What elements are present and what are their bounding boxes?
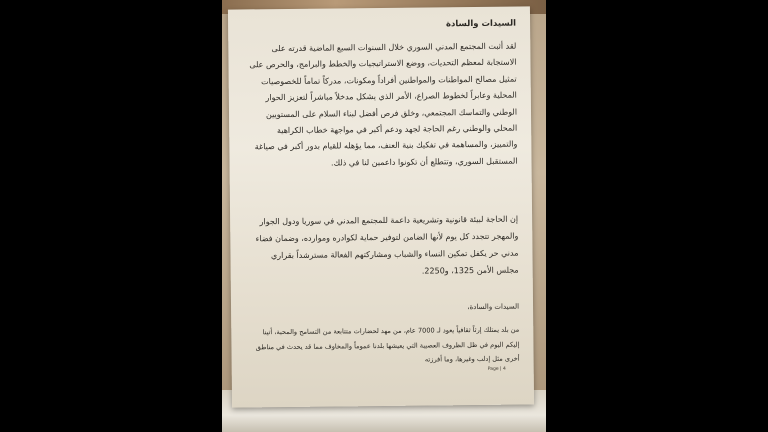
document-photo — [222, 0, 546, 432]
paragraph-heritage: من بلد يمتلك إرثاً ثقافياً يعود لـ 7000 عام، من مهد لحضارات متتابعة من التسامح والمحبة، أتينا إليكم اليوم في ظل الظروف العصيبة التي يعيشها بلدنا عموماً والمخاوف مما قد يحدث في مناطق أخرى مثل إدلب وغيرها، وما أفرزته — [255, 325, 520, 364]
section-heading: السيدات والسادة — [445, 18, 517, 30]
section-heading-2: السيدات والسادة، — [467, 302, 520, 312]
paragraph-civil-society: لقد أثبت المجتمع المدني السوري خلال السنوات السبع الماضية قدرته على الاستجابة لمعظم التحديات، ووضع الاستراتيجيات والخطط والبرامج، والحرص على تمثيل مصالح المواطنات والمواطنين أفراداً ومكونات، مدركاً تماماً للخصوصيات المحلية وعابراً لخطوط الصراع، الأمر الذي يشكل مدخلاً مباشراً لتعزيز الحوار الوطني والتماسك المجتمعي، وخلق فرص أفضل لبناء السلام على المستويين المحلي والوطني رغم الحاجة لجهد ودعم أكبر في مواجهة خطاب الكراهية والتمييز، والمساهمة في تفكيك بنية العنف، مما يؤهله للقيام بدور أكبر في صياغة المستقبل السوري، وتتطلع أن تكونوا داعمين لنا في ذلك. — [249, 41, 518, 168]
printed-page — [228, 6, 534, 407]
page-number: Page | 4 — [487, 366, 506, 372]
paragraph-legal-environment: إن الحاجة لبيئة قانونية وتشريعية داعمة للمجتمع المدني في سوريا ودول الجوار والمهجر تتجدد كل يوم لأنها الضامن لتوفير حماية لكوادره وموارده، وضمان فضاء مدني حر يكفل تمكين النساء والشباب ومشاركتهم الفعالة مسترشداً بقراري مجلس الأمن 1325، و2250. — [255, 214, 519, 276]
